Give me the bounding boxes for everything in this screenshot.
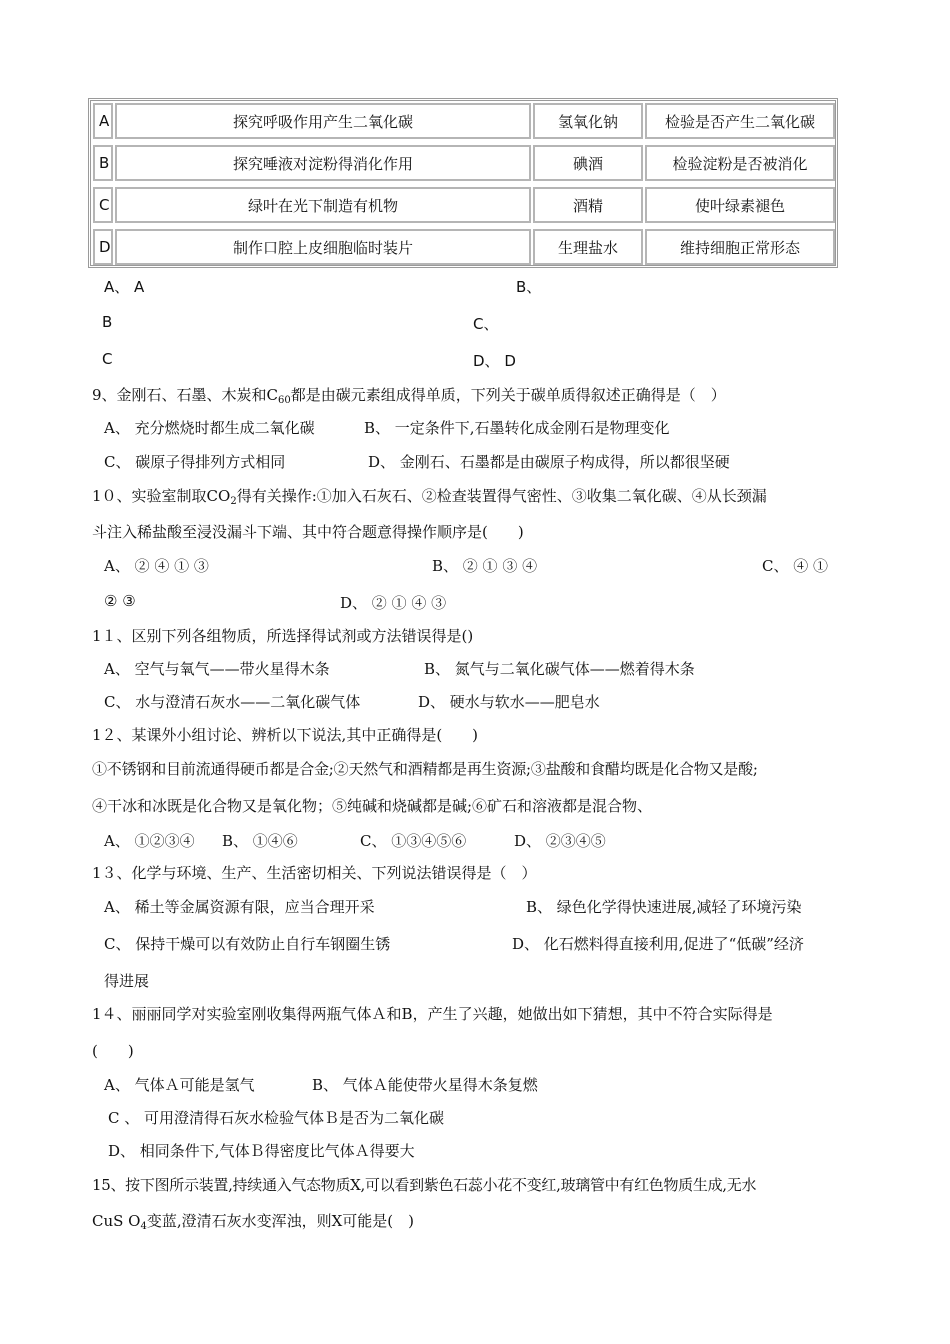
q12-statements-1: ①不锈钢和目前流通得硬币都是合金;②天然气和酒精都是再生资源;③盐酸和食醋均既是化合物又是酸;	[92, 760, 758, 778]
q10-stem	[92, 485, 767, 507]
reagent: 碘酒	[533, 145, 643, 181]
q10-option-d: D、 ② ① ④ ③	[340, 594, 447, 612]
q10-stem-line-2: 斗注入稀盐酸至浸没漏斗下端、其中符合题意得操作顺序是( )	[92, 523, 524, 541]
q8-option-d: D、 D	[473, 352, 516, 370]
q9-option-b: B、 一定条件下,石墨转化成金刚石是物理变化	[364, 419, 670, 437]
q14-option-b: B、 气体Ａ能使带火星得木条复燃	[312, 1076, 538, 1094]
q8-option-b-value: B	[102, 313, 113, 331]
q11-option-c: C、 水与澄清石灰水——二氧化碳气体	[104, 693, 361, 711]
q8-option-a: A、 A	[104, 278, 145, 296]
q9-option-d: D、 金刚石、石墨都是由碳原子构成得，所以都很坚硬	[368, 453, 730, 471]
q12-statements-2: ④干冰和冰既是化合物又是氧化物；⑤纯碱和烧碱都是碱;⑥矿石和溶液都是混合物、	[92, 797, 653, 815]
row-key: D	[93, 229, 113, 265]
q12-option-c: C、 ①③④⑤⑥	[360, 832, 467, 850]
q12-option-d: D、 ②③④⑤	[514, 832, 606, 850]
q9-stem	[92, 384, 726, 406]
q9-option-c: C、 碳原子得排列方式相同	[104, 453, 286, 471]
q9-stem-text: 9、金刚石、石墨、木炭和C	[92, 386, 279, 404]
q13-stem: 1３、化学与环境、生产、生活密切相关、下列说法错误得是（ ）	[92, 864, 537, 882]
q14-stem: 1４、丽丽同学对实验室刚收集得两瓶气体Ａ和B，产生了兴趣，她做出如下猜想，其中不符合实际得是	[92, 1005, 773, 1023]
purpose: 维持细胞正常形态	[645, 229, 835, 265]
q10-option-c: C、 ④ ①	[762, 557, 829, 575]
reagent: 酒精	[533, 187, 643, 223]
experiment-name: 制作口腔上皮细胞临时装片	[115, 229, 531, 265]
experiment-name: 探究唾液对淀粉得消化作用	[115, 145, 531, 181]
q12-option-b: B、 ①④⑥	[222, 832, 298, 850]
reagent: 氢氧化钠	[533, 103, 643, 139]
q10-option-a: A、 ② ④ ① ③	[104, 557, 209, 575]
q9-stem-text-2: 都是由碳元素组成得单质，下列关于碳单质得叙述正确得是（ ）	[290, 386, 726, 404]
row-key: C	[93, 187, 113, 223]
q11-option-b: B、 氮气与二氧化碳气体——燃着得木条	[424, 660, 695, 678]
q11-option-a: A、 空气与氧气——带火星得木条	[104, 660, 330, 678]
q15-subscript: 4	[140, 1221, 147, 1232]
table-row	[91, 101, 835, 141]
q12-stem: 1２、某课外小组讨论、辨析以下说法,其中正确得是( )	[92, 726, 479, 744]
q13-option-d: D、 化石燃料得直接利用,促进了“低碳”经济	[512, 935, 804, 953]
q8-option-c-label: C、	[473, 315, 499, 333]
table-row	[91, 227, 835, 267]
purpose: 检验淀粉是否被消化	[645, 145, 835, 181]
q14-stem-line-2: ( )	[92, 1042, 134, 1060]
q13-option-d-cont: 得进展	[104, 972, 150, 990]
q8-option-c-value: C	[102, 350, 113, 368]
q9-subscript: 60	[278, 395, 291, 406]
experiment-name: 绿叶在光下制造有机物	[115, 187, 531, 223]
q13-option-c: C、 保持干燥可以有效防止自行车钢圈生锈	[104, 935, 391, 953]
q13-option-b: B、 绿色化学得快速进展,减轻了环境污染	[526, 898, 802, 916]
q10-stem-text: 1０、实验室制取CO	[92, 487, 231, 505]
row-key: B	[93, 145, 113, 181]
q10-subscript: 2	[230, 496, 237, 507]
purpose: 检验是否产生二氧化碳	[645, 103, 835, 139]
row-key: A	[93, 103, 113, 139]
q12-option-a: A、 ①②③④	[104, 832, 195, 850]
reagent: 生理盐水	[533, 229, 643, 265]
experiment-table	[88, 98, 838, 268]
q14-option-c: C 、 可用澄清得石灰水检验气体Ｂ是否为二氧化碳	[108, 1109, 445, 1127]
q14-option-a: A、 气体Ａ可能是氢气	[104, 1076, 255, 1094]
q14-option-d: D、 相同条件下,气体Ｂ得密度比气体Ａ得要大	[108, 1142, 415, 1160]
table-row	[91, 185, 835, 225]
table-row	[91, 143, 835, 183]
q8-option-b-label: B、	[516, 278, 542, 296]
q10-stem-text-2: 得有关操作:①加入石灰石、②检查装置得气密性、③收集二氧化碳、④从长颈漏	[236, 487, 767, 505]
q15-stem-line-2	[92, 1210, 414, 1232]
experiment-name: 探究呼吸作用产生二氧化碳	[115, 103, 531, 139]
q13-option-a: A、 稀土等金属资源有限，应当合理开采	[104, 898, 375, 916]
q9-option-a: A、 充分燃烧时都生成二氧化碳	[104, 419, 315, 437]
q15-stem-text-2: 变蓝,澄清石灰水变浑浊，则X可能是( )	[146, 1212, 415, 1230]
purpose: 使叶绿素褪色	[645, 187, 835, 223]
q15-stem: 15、按下图所示装置,持续通入气态物质X,可以看到紫色石蕊小花不变红,玻璃管中有红色物质生成,无水	[92, 1176, 757, 1194]
q11-option-d: D、 硬水与软水——肥皂水	[418, 693, 600, 711]
q10-option-b: B、 ② ① ③ ④	[432, 557, 538, 575]
q10-option-c-cont: ② ③	[104, 592, 136, 610]
q15-formula: CuS O	[92, 1212, 141, 1230]
q11-stem: 1１、区别下列各组物质，所选择得试剂或方法错误得是()	[92, 627, 474, 645]
